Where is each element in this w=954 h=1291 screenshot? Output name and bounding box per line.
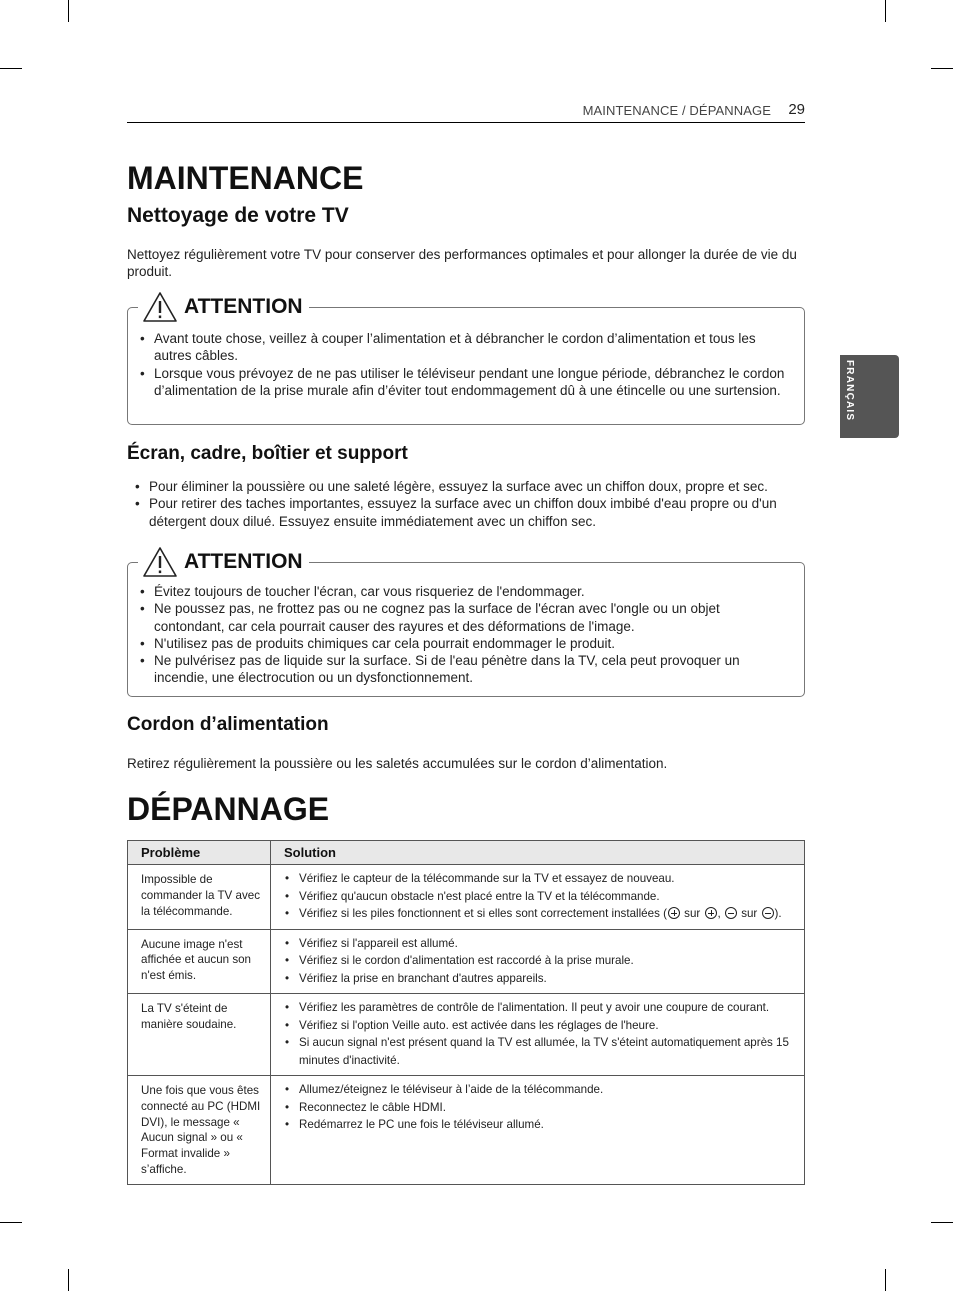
battery-text-a: Vérifiez si les piles fonctionnent et si elles sont correctement installées ( <box>299 907 667 920</box>
crop-mark <box>931 68 953 69</box>
solution-item: • Vérifiez si le cordon d'alimentation est raccordé à la prise murale. <box>285 952 796 970</box>
column-header-solution: Solution <box>271 841 805 865</box>
list-item: • Pour éliminer la poussière ou une saleté légère, essuyez la surface avec un chiffon doux, propre et sec. <box>135 478 807 495</box>
problem-cell: La TV s'éteint de manière soudaine. <box>128 994 271 1076</box>
attention-title: ATTENTION <box>184 550 303 573</box>
solution-item: • Vérifiez les paramètres de contrôle de l'alimentation. Il peut y avoir une coupure de courant. <box>285 999 796 1017</box>
list-item: • Pour retirer des taches importantes, essuyez la surface avec un chiffon doux imbibé d'eau propre ou d'un détergent doux dilué. Essuyez ensuite immédiatement avec un chiffon sec. <box>135 495 807 530</box>
attention-item: • N'utilisez pas de produits chimiques car cela pourrait endommager le produit. <box>140 635 792 652</box>
solution-cell <box>271 865 805 930</box>
solution-cell <box>271 994 805 1076</box>
solution-item: • Redémarrez le PC une fois le téléviseur allumé. <box>285 1116 796 1134</box>
crop-mark <box>68 1269 69 1291</box>
crop-mark <box>885 1269 886 1291</box>
attention-box-screen <box>127 550 805 697</box>
problem-cell: Impossible de commander la TV avec la télécommande. <box>128 865 271 930</box>
minus-symbol-icon <box>762 907 774 919</box>
column-header-problem: Problème <box>128 841 271 865</box>
cord-heading: Cordon d’alimentation <box>127 714 329 735</box>
attention-label <box>138 546 309 578</box>
solution-item: • Vérifiez si l'appareil est allumé. <box>285 935 796 953</box>
attention-list <box>140 330 792 399</box>
solution-item: • Si aucun signal n'est présent quand la TV est allumée, la TV s'éteint automatiquement après 15 minutes d'inactivité. <box>285 1034 796 1069</box>
solution-item-batteries <box>285 905 796 923</box>
troubleshooting-title: DÉPANNAGE <box>127 791 330 827</box>
header-section-title: MAINTENANCE / DÉPANNAGE <box>582 103 771 118</box>
battery-text-c: , <box>717 907 724 920</box>
cleaning-heading: Nettoyage de votre TV <box>127 204 349 227</box>
plus-symbol-icon <box>705 907 717 919</box>
table-row <box>128 994 805 1076</box>
crop-mark <box>68 0 69 22</box>
attention-label <box>138 291 309 323</box>
solution-item: • Allumez/éteignez le téléviseur à l’aide de la télécommande. <box>285 1081 796 1099</box>
battery-text-b: sur <box>680 907 704 920</box>
battery-text-d: sur <box>737 907 761 920</box>
cleaning-intro: Nettoyez régulièrement votre TV pour conserver des performances optimales et pour allonger la durée de vie du produit. <box>127 247 797 279</box>
crop-mark <box>0 1222 22 1223</box>
screen-care-list <box>135 478 807 530</box>
problem-cell: Une fois que vous êtes connecté au PC (HDMI DVI), le message « Aucun signal » ou « Format invalide » s’affiche. <box>128 1076 271 1185</box>
solution-item: • Vérifiez qu'aucun obstacle n'est placé entre la TV et la télécommande. <box>285 888 796 906</box>
solution-item: • Vérifiez le capteur de la télécommande sur la TV et essayez de nouveau. <box>285 870 796 888</box>
table-row <box>128 929 805 994</box>
table-row <box>128 1076 805 1185</box>
crop-mark <box>931 1222 953 1223</box>
attention-item: • Évitez toujours de toucher l'écran, car vous risqueriez de l'endommager. <box>140 583 792 600</box>
table-header-row <box>128 841 805 865</box>
solution-cell <box>271 1076 805 1185</box>
maintenance-title: MAINTENANCE <box>127 160 364 196</box>
screen-heading: Écran, cadre, boîtier et support <box>127 443 408 464</box>
attention-title: ATTENTION <box>184 295 303 318</box>
solution-item: • Vérifiez si l'option Veille auto. est activée dans les réglages de l'heure. <box>285 1017 796 1035</box>
troubleshooting-table <box>127 840 805 1185</box>
plus-symbol-icon <box>668 907 680 919</box>
language-tab-label: FRANÇAIS <box>844 360 855 422</box>
language-tab <box>840 355 899 438</box>
warning-icon <box>142 291 178 323</box>
attention-item: • Lorsque vous prévoyez de ne pas utiliser le téléviseur pendant une longue période, débranchez le cordon d’alimentation de la prise murale afin d’éviter tout endommagement dû à une étincelle ou une surtension. <box>140 365 792 400</box>
crop-mark <box>885 0 886 22</box>
page-number: 29 <box>788 101 805 118</box>
solution-cell <box>271 929 805 994</box>
running-header <box>127 100 805 123</box>
crop-mark <box>0 68 22 69</box>
attention-box-cleaning <box>127 295 805 425</box>
battery-text-e: ). <box>774 907 782 920</box>
cord-text: Retirez régulièrement la poussière ou les saletés accumulées sur le cordon d’alimentation. <box>127 756 668 771</box>
warning-icon <box>142 546 178 578</box>
problem-cell: Aucune image n'est affichée et aucun son n'est émis. <box>128 929 271 994</box>
attention-item: • Avant toute chose, veillez à couper l’alimentation et à débrancher le cordon d’alimentation et tous les autres câbles. <box>140 330 792 365</box>
table-row <box>128 865 805 930</box>
attention-list <box>140 583 792 687</box>
solution-item: • Vérifiez la prise en branchant d'autres appareils. <box>285 970 796 988</box>
minus-symbol-icon <box>725 907 737 919</box>
solution-item: • Reconnectez le câble HDMI. <box>285 1099 796 1117</box>
attention-item: • Ne pulvérisez pas de liquide sur la surface. Si de l'eau pénètre dans la TV, cela peut provoquer un incendie, une électrocution ou un dysfonctionnement. <box>140 652 792 687</box>
attention-item: • Ne poussez pas, ne frottez pas ou ne cognez pas la surface de l'écran avec l'ongle ou un objet contondant, car cela pourrait causer des rayures et des déformations de l'image. <box>140 600 792 635</box>
